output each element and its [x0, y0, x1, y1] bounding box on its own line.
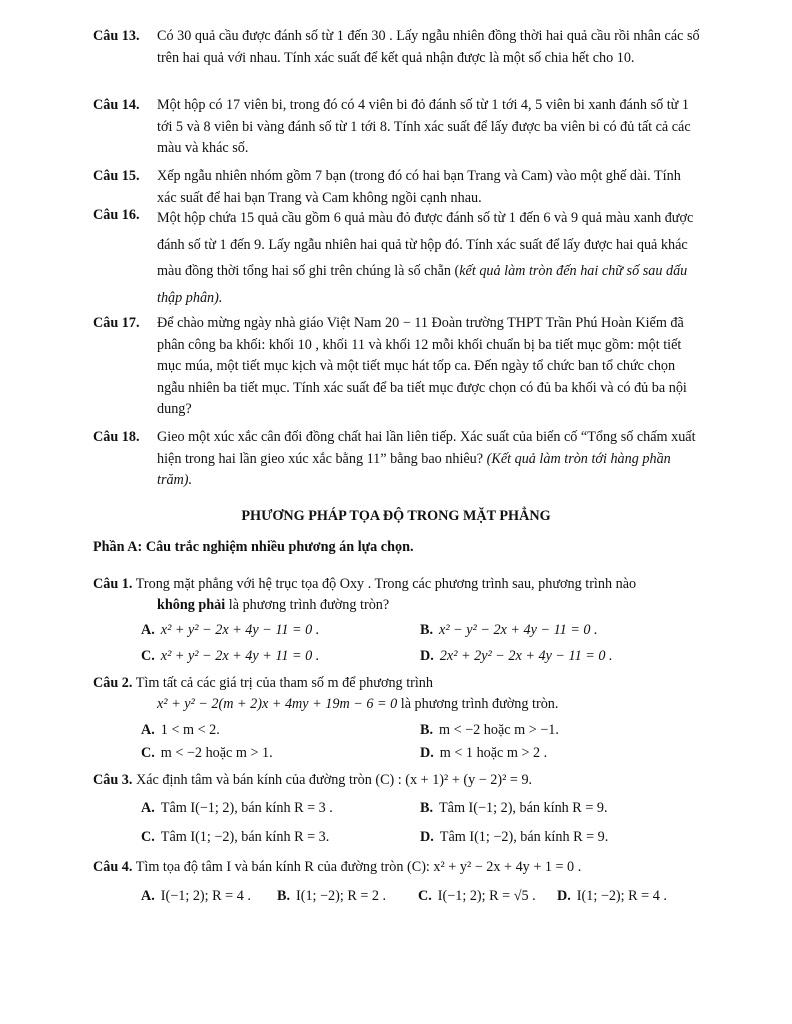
- option-text: 2x² + 2y² − 2x + 4y − 11 = 0 .: [439, 648, 613, 664]
- option-text: m < −2 hoặc m > 1.: [160, 745, 273, 761]
- option-b[interactable]: [277, 888, 386, 905]
- question-text: Xếp ngẫu nhiên nhóm gồm 7 bạn (trong đó có hai bạn Trang và Cam) vào một ghế dài. Tính xác suất để hai bạn Trang và Cam không ngồi cạnh nhau.: [157, 168, 681, 206]
- question-text: Tìm tọa độ tâm I và bán kính R của đường tròn (C): x² + y² − 2x + 4y + 1 = 0 .: [132, 859, 582, 875]
- mc-question-2: [93, 673, 713, 715]
- rounding-note: (Kết quả làm tròn tới hàng phần trăm).: [157, 450, 671, 488]
- option-text: 1 < m < 2.: [160, 722, 220, 738]
- question-label: Câu 15.: [93, 168, 140, 184]
- option-d[interactable]: [420, 648, 613, 665]
- emphasis-text: không phải: [157, 597, 226, 613]
- option-letter: D.: [557, 888, 571, 904]
- option-text: x² + y² − 2x + 4y + 11 = 0 .: [160, 648, 320, 664]
- option-letter: C.: [141, 745, 155, 761]
- section-title: PHƯƠNG PHÁP TỌA ĐỘ TRONG MẶT PHẲNG: [241, 508, 551, 524]
- question-18: [93, 427, 703, 492]
- option-letter: B.: [277, 888, 291, 904]
- question-text-cont: là phương trình đường tròn.: [397, 696, 559, 712]
- option-b[interactable]: [420, 722, 559, 739]
- option-text: Tâm I(−1; 2), bán kính R = 3 .: [160, 800, 333, 816]
- option-c[interactable]: [141, 745, 273, 762]
- option-a[interactable]: [141, 622, 319, 639]
- question-label: Câu 16.: [93, 207, 140, 223]
- question-text: Tìm tất cả các giá trị của tham số m để phương trình: [132, 675, 433, 691]
- question-text: Một hộp có 17 viên bi, trong đó có 4 viên bi đỏ đánh số từ 1 tới 4, 5 viên bi xanh đánh số từ 1 tới 5 và 8 viên bi vàng đánh số từ 1 tới 8. Tính xác suất để lấy được ba viên bi có đủ tất cả các màu và khác số.: [157, 97, 691, 156]
- option-b[interactable]: [420, 800, 608, 817]
- question-text: Gieo một xúc xắc cân đối đồng chất hai lần liên tiếp. Xác suất của biến cố “Tổng số chấm xuất hiện trong hai lần gieo xúc xắc bằng 11” bằng bao nhiêu?: [157, 429, 696, 467]
- question-text: Một hộp chứa 15 quả cầu gồm 6 quả màu đỏ được đánh số từ 1 đến 6 và 9 quả màu xanh được đánh số từ 1 đến 9. Lấy ngẫu nhiên hai quả từ hộp đó. Tính xác suất để lấy được hai quả khác màu đồng thời tổng hai số ghi trên chúng là số chẵn (: [157, 210, 694, 279]
- question-15: [93, 166, 703, 209]
- option-letter: A.: [141, 722, 155, 738]
- option-letter: B.: [420, 722, 434, 738]
- option-text: Tâm I(1; −2), bán kính R = 3.: [160, 829, 330, 845]
- option-letter: C.: [418, 888, 432, 904]
- option-letter: D.: [420, 829, 434, 845]
- option-text: x² + y² − 2x + 4y − 11 = 0 .: [160, 622, 320, 638]
- option-letter: B.: [420, 622, 434, 638]
- question-text-cont: là phương trình đường tròn?: [225, 597, 390, 613]
- option-text: Tâm I(−1; 2), bán kính R = 9.: [439, 800, 608, 816]
- question-14: [93, 95, 703, 160]
- question-text: Trong mặt phẳng với hệ trục tọa độ Oxy . Trong các phương trình sau, phương trình nào: [132, 576, 637, 592]
- option-d[interactable]: [557, 888, 667, 905]
- option-text: I(1; −2); R = 2 .: [296, 888, 387, 904]
- option-letter: A.: [141, 622, 155, 638]
- option-text: m < 1 hoặc m > 2 .: [439, 745, 548, 761]
- option-letter: C.: [141, 648, 155, 664]
- question-text: Có 30 quả cầu được đánh số từ 1 đến 30 . Lấy ngẫu nhiên đồng thời hai quả cầu rồi nhân các số trên hai quả với nhau. Tính xác suất để kết quả nhận được là một số chia hết cho 10.: [157, 28, 700, 66]
- option-d[interactable]: [420, 745, 547, 762]
- equation: x² + y² − 2(m + 2)x + 4my + 19m − 6 = 0: [157, 696, 398, 712]
- mc-question-4: [93, 857, 713, 878]
- option-letter: B.: [420, 800, 434, 816]
- question-label: Câu 17.: [93, 315, 140, 331]
- question-17: [93, 313, 703, 421]
- option-text: I(−1; 2); R = √5 .: [437, 888, 536, 904]
- question-label: Câu 1.: [93, 576, 133, 592]
- option-letter: C.: [141, 829, 155, 845]
- question-13: [93, 26, 703, 69]
- option-letter: A.: [141, 888, 155, 904]
- question-label: Câu 4.: [93, 859, 133, 875]
- option-c[interactable]: [141, 829, 329, 846]
- rounding-note: kết quả làm tròn đến hai chữ số sau dấu thập phân).: [157, 263, 688, 306]
- option-text: I(1; −2); R = 4 .: [576, 888, 667, 904]
- option-text: x² − y² − 2x + 4y − 11 = 0 .: [439, 622, 598, 638]
- option-text: m < −2 hoặc m > −1.: [439, 722, 559, 738]
- option-b[interactable]: [420, 622, 598, 639]
- question-text: Xác định tâm và bán kính của đường tròn (C) : (x + 1)² + (y − 2)² = 9.: [132, 772, 533, 788]
- option-text: Tâm I(1; −2), bán kính R = 9.: [439, 829, 609, 845]
- mc-question-3: [93, 770, 713, 791]
- question-label: Câu 14.: [93, 97, 140, 113]
- option-c[interactable]: [418, 888, 536, 905]
- question-label: Câu 2.: [93, 675, 133, 691]
- question-label: Câu 18.: [93, 429, 140, 445]
- question-label: Câu 13.: [93, 28, 140, 44]
- question-16: [93, 205, 703, 311]
- part-heading: Phần A: Câu trắc nghiệm nhiều phương án lựa chọn.: [93, 539, 414, 555]
- mc-question-1: [93, 574, 713, 616]
- option-letter: D.: [420, 648, 434, 664]
- option-letter: A.: [141, 800, 155, 816]
- option-a[interactable]: [141, 888, 251, 905]
- option-a[interactable]: [141, 722, 220, 739]
- option-text: I(−1; 2); R = 4 .: [160, 888, 251, 904]
- option-letter: D.: [420, 745, 434, 761]
- question-label: Câu 3.: [93, 772, 133, 788]
- option-d[interactable]: [420, 829, 608, 846]
- option-a[interactable]: [141, 800, 333, 817]
- question-text: Để chào mừng ngày nhà giáo Việt Nam 20 − 11 Đoàn trường THPT Trần Phú Hoàn Kiếm đã phân công ba khối: khối 10 , khối 11 và khối 12 mỗi khối chuẩn bị ba tiết mục gồm: một tiết mục múa, một tiết mục kịch và một tiết mục hát tốp ca. Đến ngày tổ chức ban tổ chức chọn ngẫu nhiên ba tiết mục. Tính xác suất để ba tiết mục được chọn có đủ ba khối và có đủ ba nội dung?: [157, 315, 687, 417]
- option-c[interactable]: [141, 648, 319, 665]
